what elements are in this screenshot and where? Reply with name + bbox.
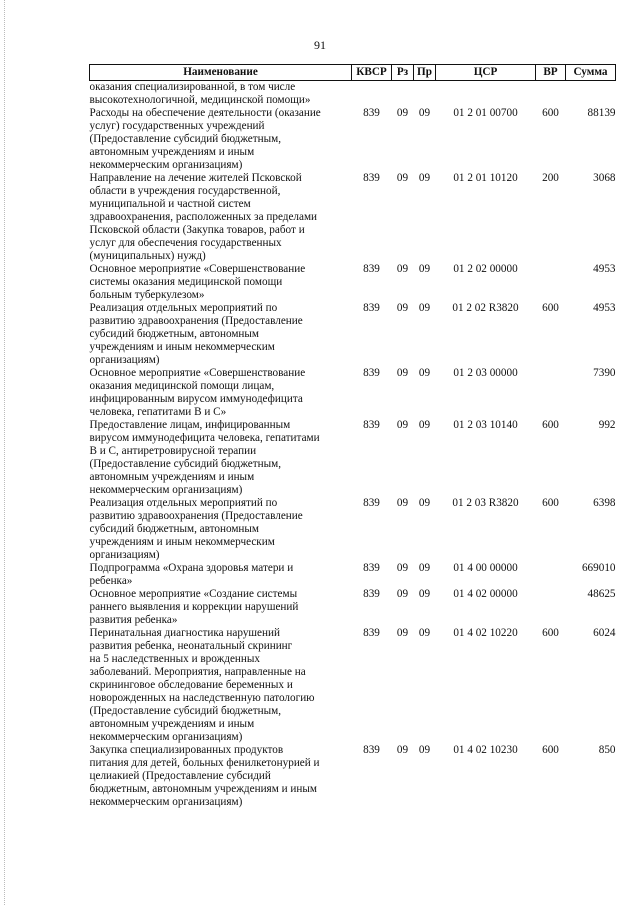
header-rz: Рз xyxy=(392,65,414,81)
row-sum: 6398 xyxy=(593,497,616,509)
scan-margin-line xyxy=(4,0,6,905)
table-row xyxy=(90,744,616,809)
row-vr: 600 xyxy=(542,497,559,509)
header-vr: ВР xyxy=(536,65,566,81)
row-pr: 09 xyxy=(418,302,431,314)
row-name-line: организациям) xyxy=(89,354,160,366)
row-name-line: развития ребенка» xyxy=(89,614,178,626)
row-name-line: оказания медицинской помощи лицам, xyxy=(89,380,275,392)
row-name-line: новорожденных на наследственную патологию xyxy=(89,692,315,704)
row-name xyxy=(90,302,352,367)
row-name-line: автономным учреждениям и иным xyxy=(89,471,255,483)
row-name-line: некоммерческим организациям) xyxy=(89,159,243,171)
row-sum: 669010 xyxy=(581,562,616,574)
row-kvsr: 839 xyxy=(363,107,380,119)
row-name xyxy=(90,107,352,172)
row-kvsr: 839 xyxy=(363,263,380,275)
row-name-line: человека, гепатитами В и С» xyxy=(89,406,227,418)
row-name-line: автономным учреждениям и иным xyxy=(89,146,255,158)
row-pr: 09 xyxy=(418,588,431,600)
row-name-line: целиакией (Предоставление субсидий xyxy=(89,770,271,782)
row-vr: 200 xyxy=(542,172,559,184)
row-name-line: больным туберкулезом» xyxy=(89,289,205,301)
row-vr xyxy=(536,81,566,108)
row-csr: 01 2 03 10140 xyxy=(453,419,518,431)
row-csr xyxy=(436,81,536,108)
row-name-line: ребенка» xyxy=(89,575,133,587)
row-name-line: (Предоставление субсидий бюджетным, xyxy=(89,458,282,470)
row-name xyxy=(90,744,352,809)
row-sum: 6024 xyxy=(593,627,616,639)
table-row xyxy=(90,562,616,588)
row-name-line: Направление на лечение жителей Псковской xyxy=(89,172,302,184)
row-vr: 600 xyxy=(542,627,559,639)
row-vr: 600 xyxy=(542,302,559,314)
row-name-line: автономным учреждениям и иным xyxy=(89,718,255,730)
row-name-line: вирусом иммунодефицита человека, гепатитами xyxy=(89,432,320,444)
row-name-line: скрининговое обследование беременных и xyxy=(89,679,293,691)
row-vr xyxy=(536,263,566,302)
row-name-line: Подпрограмма «Охрана здоровья матери и xyxy=(89,562,294,574)
row-name-line: области в учреждения государственной, xyxy=(89,185,281,197)
row-name-line: услуг) государственных учреждений xyxy=(89,120,265,132)
row-name-line: Закупка специализированных продуктов xyxy=(89,744,284,756)
row-name-line: Расходы на обеспечение деятельности (оказание xyxy=(89,107,321,119)
row-sum: 4953 xyxy=(593,302,616,314)
header-csr: ЦСР xyxy=(436,65,536,81)
row-sum xyxy=(566,81,616,108)
row-name xyxy=(90,81,352,108)
table-row xyxy=(90,172,616,263)
table-row xyxy=(90,263,616,302)
table-row xyxy=(90,367,616,419)
row-vr: 600 xyxy=(542,419,559,431)
row-name-line: (Предоставление субсидий бюджетным, xyxy=(89,133,282,145)
row-csr: 01 2 02 R3820 xyxy=(452,302,519,314)
row-name xyxy=(90,419,352,497)
row-name-line: Псковской области (Закупка товаров, работ и xyxy=(89,224,305,236)
row-sum: 48625 xyxy=(587,588,616,600)
row-pr: 09 xyxy=(418,627,431,639)
row-name-line: инфицированным вирусом иммунодефицита xyxy=(89,393,303,405)
row-csr: 01 2 03 00000 xyxy=(453,367,518,379)
row-vr xyxy=(536,588,566,627)
row-name-line: высокотехнологичной, медицинской помощи» xyxy=(89,94,311,106)
row-kvsr: 839 xyxy=(363,744,380,756)
row-sum: 992 xyxy=(598,419,616,431)
row-name xyxy=(90,627,352,744)
row-name-line: Основное мероприятие «Совершенствование xyxy=(89,367,306,379)
row-name-line: Реализация отдельных мероприятий по xyxy=(89,302,278,314)
row-name-line: муниципальной и частной систем xyxy=(89,198,251,210)
row-pr xyxy=(414,81,436,108)
row-kvsr: 839 xyxy=(363,367,380,379)
row-csr: 01 2 02 00000 xyxy=(453,263,518,275)
row-rz: 09 xyxy=(396,263,409,275)
row-csr: 01 2 01 00700 xyxy=(453,107,518,119)
row-rz: 09 xyxy=(396,497,409,509)
row-pr: 09 xyxy=(418,107,431,119)
row-name xyxy=(90,588,352,627)
table-body xyxy=(90,81,616,810)
row-rz: 09 xyxy=(396,367,409,379)
row-name-line: заболеваний. Мероприятия, направленные на xyxy=(89,666,306,678)
table-row xyxy=(90,81,616,108)
row-name xyxy=(90,172,352,263)
row-name-line: Реализация отдельных мероприятий по xyxy=(89,497,278,509)
row-csr: 01 4 02 00000 xyxy=(453,588,518,600)
row-name-line: (Предоставление субсидий бюджетным, xyxy=(89,705,282,717)
row-rz: 09 xyxy=(396,744,409,756)
page-number: 91 xyxy=(314,38,326,52)
row-name-line: некоммерческим организациям) xyxy=(89,484,243,496)
table-row xyxy=(90,588,616,627)
table-row xyxy=(90,497,616,562)
row-kvsr: 839 xyxy=(363,627,380,639)
row-name-line: услуг для обеспечения государственных xyxy=(89,237,282,249)
row-name-line: учреждениям и иным некоммерческим xyxy=(89,536,275,548)
row-name xyxy=(90,497,352,562)
row-kvsr: 839 xyxy=(363,419,380,431)
row-kvsr xyxy=(352,81,392,108)
row-name-line: питания для детей, больных фенилкетонурией и xyxy=(89,757,320,769)
row-csr: 01 4 00 00000 xyxy=(453,562,518,574)
row-vr xyxy=(536,367,566,419)
row-name-line: развитию здравоохранения (Предоставление xyxy=(89,315,303,327)
row-pr: 09 xyxy=(418,419,431,431)
row-name xyxy=(90,367,352,419)
row-pr: 09 xyxy=(418,172,431,184)
row-rz: 09 xyxy=(396,172,409,184)
row-sum: 3068 xyxy=(593,172,616,184)
row-pr: 09 xyxy=(418,562,431,574)
row-name xyxy=(90,562,352,588)
table-row xyxy=(90,419,616,497)
row-kvsr: 839 xyxy=(363,562,380,574)
row-name-line: Перинатальная диагностика нарушений xyxy=(89,627,280,639)
row-name-line: развитию здравоохранения (Предоставление xyxy=(89,510,303,522)
header-kvsr: КВСР xyxy=(352,65,392,81)
row-vr: 600 xyxy=(542,744,559,756)
row-vr: 600 xyxy=(542,107,559,119)
row-name-line: субсидий бюджетным, автономным xyxy=(89,328,259,340)
row-name-line: некоммерческим организациям) xyxy=(89,731,243,743)
row-csr: 01 2 01 10120 xyxy=(453,172,518,184)
row-name xyxy=(90,263,352,302)
row-name-line: раннего выявления и коррекции нарушений xyxy=(89,601,299,613)
table-row xyxy=(90,627,616,744)
row-rz: 09 xyxy=(396,419,409,431)
row-kvsr: 839 xyxy=(363,588,380,600)
row-sum: 88139 xyxy=(587,107,616,119)
row-name-line: развития ребенка, неонатальный скрининг xyxy=(89,640,293,652)
header-sum: Сумма xyxy=(566,65,616,81)
row-rz: 09 xyxy=(396,627,409,639)
row-name-line: В и С, антиретровирусной терапии xyxy=(89,445,257,457)
row-pr: 09 xyxy=(418,367,431,379)
row-rz: 09 xyxy=(396,588,409,600)
table-row xyxy=(90,302,616,367)
row-name-line: здравоохранения, расположенных за пределами xyxy=(89,211,318,223)
row-name-line: субсидий бюджетным, автономным xyxy=(89,523,259,535)
row-name-line: Основное мероприятие «Создание системы xyxy=(89,588,298,600)
budget-table xyxy=(89,64,616,809)
row-csr: 01 4 02 10230 xyxy=(453,744,518,756)
row-sum: 7390 xyxy=(593,367,616,379)
row-kvsr: 839 xyxy=(363,302,380,314)
row-name-line: организациям) xyxy=(89,549,160,561)
table-header-row xyxy=(90,65,616,81)
row-rz xyxy=(392,81,414,108)
row-kvsr: 839 xyxy=(363,497,380,509)
row-sum: 850 xyxy=(598,744,616,756)
row-kvsr: 839 xyxy=(363,172,380,184)
row-rz: 09 xyxy=(396,302,409,314)
row-vr xyxy=(536,562,566,588)
row-name-line: учреждениям и иным некоммерческим xyxy=(89,341,275,353)
row-name-line: системы оказания медицинской помощи xyxy=(89,276,283,288)
row-name-line: (муниципальных) нужд) xyxy=(89,250,206,262)
table-row xyxy=(90,107,616,172)
row-pr: 09 xyxy=(418,497,431,509)
row-name-line: некоммерческим организациям) xyxy=(89,796,243,808)
row-name-line: на 5 наследственных и врожденных xyxy=(89,653,261,665)
header-pr: Пр xyxy=(414,65,436,81)
row-pr: 09 xyxy=(418,744,431,756)
row-name-line: Основное мероприятие «Совершенствование xyxy=(89,263,306,275)
row-pr: 09 xyxy=(418,263,431,275)
row-name-line: Предоставление лицам, инфицированным xyxy=(89,419,291,431)
row-csr: 01 2 03 R3820 xyxy=(452,497,519,509)
row-name-line: оказания специализированной, в том числе xyxy=(89,81,296,93)
row-rz: 09 xyxy=(396,107,409,119)
row-name-line: бюджетным, автономным учреждениям и иным xyxy=(89,783,317,795)
header-name: Наименование xyxy=(90,65,352,81)
row-rz: 09 xyxy=(396,562,409,574)
row-sum: 4953 xyxy=(593,263,616,275)
row-csr: 01 4 02 10220 xyxy=(453,627,518,639)
